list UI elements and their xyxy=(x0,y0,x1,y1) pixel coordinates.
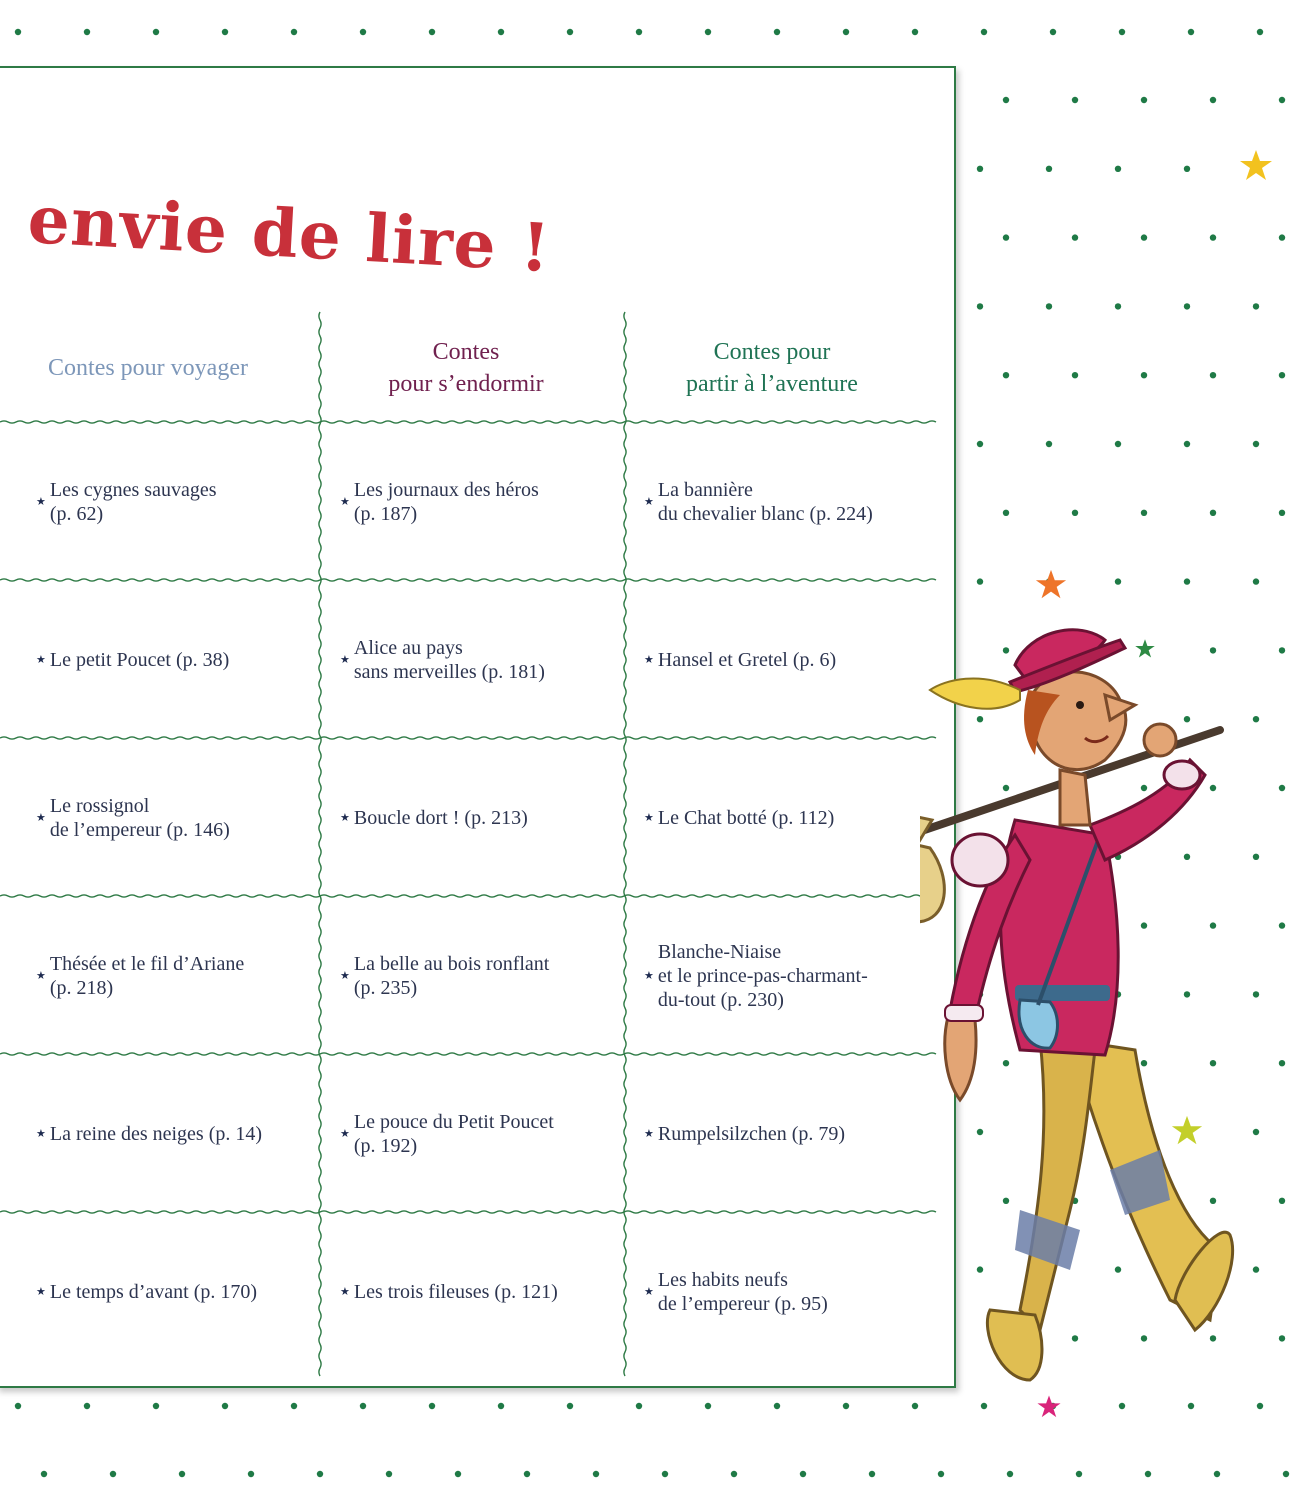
background-dot xyxy=(1188,1403,1194,1409)
background-dot xyxy=(1279,372,1285,378)
page-title: envie de lire ! xyxy=(25,180,553,288)
background-dot xyxy=(912,29,918,35)
background-dot xyxy=(1253,716,1259,722)
background-dot xyxy=(1210,372,1216,378)
pink-star-icon xyxy=(1036,1394,1062,1420)
background-dot xyxy=(1115,166,1121,172)
background-dot xyxy=(1279,785,1285,791)
background-dot xyxy=(1003,510,1009,516)
background-dot xyxy=(317,1471,323,1477)
background-dot xyxy=(774,1403,780,1409)
column-header-endormir: Contes pour s’endormir xyxy=(388,339,544,397)
background-dot xyxy=(84,29,90,35)
background-dot xyxy=(1253,1129,1259,1135)
background-dot xyxy=(84,1403,90,1409)
background-dot xyxy=(1072,234,1078,240)
background-dot xyxy=(291,29,297,35)
background-dot xyxy=(1046,441,1052,447)
background-dot xyxy=(981,1403,987,1409)
background-dot xyxy=(1141,372,1147,378)
column-header-voyager: Contes pour voyager xyxy=(48,355,248,381)
background-dot xyxy=(429,1403,435,1409)
background-dot xyxy=(1072,510,1078,516)
bullet-star-icon: ★ xyxy=(36,970,46,982)
background-dot xyxy=(977,441,983,447)
background-dot xyxy=(1279,97,1285,103)
table-cell: ★ Le Chat botté (p. 112) xyxy=(644,807,835,829)
column-header-aventure: Contes pour partir à l’aventure xyxy=(686,339,858,397)
background-dot xyxy=(1279,510,1285,516)
background-dot xyxy=(179,1471,185,1477)
background-dot xyxy=(1184,303,1190,309)
background-dot xyxy=(15,29,21,35)
background-dot xyxy=(1253,991,1259,997)
background-dot xyxy=(1257,1403,1263,1409)
bullet-star-icon: ★ xyxy=(644,496,654,508)
background-dot xyxy=(1046,166,1052,172)
background-dot xyxy=(1046,303,1052,309)
background-dot xyxy=(1210,97,1216,103)
table-cell: ★ Hansel et Gretel (p. 6) xyxy=(644,649,837,671)
table-cell: ★ La bannière du chevalier blanc (p. 224) xyxy=(644,479,873,525)
background-dot xyxy=(1279,922,1285,928)
table-cell: ★ Les cygnes sauvages (p. 62) xyxy=(36,479,217,525)
background-dot xyxy=(774,29,780,35)
background-dot xyxy=(1283,1471,1289,1477)
background-dot xyxy=(1184,578,1190,584)
background-dot xyxy=(498,1403,504,1409)
bullet-star-icon: ★ xyxy=(340,1128,350,1140)
bullet-star-icon: ★ xyxy=(36,1128,46,1140)
background-dot xyxy=(455,1471,461,1477)
table-cell: ★ Blanche-Niaise et le prince-pas-charmant- du-tout (p. 230) xyxy=(644,941,868,1011)
background-dot xyxy=(524,1471,530,1477)
background-dot xyxy=(869,1471,875,1477)
background-dot xyxy=(731,1471,737,1477)
yellow-star-icon xyxy=(1238,148,1274,184)
background-dot xyxy=(705,29,711,35)
orange-star-icon xyxy=(1034,568,1068,602)
background-dot xyxy=(1119,1403,1125,1409)
background-dot xyxy=(912,1403,918,1409)
background-dot xyxy=(1003,97,1009,103)
bullet-star-icon: ★ xyxy=(340,1286,350,1298)
bullet-star-icon: ★ xyxy=(340,496,350,508)
background-dot xyxy=(1214,1471,1220,1477)
background-dot xyxy=(1115,441,1121,447)
bullet-star-icon: ★ xyxy=(36,654,46,666)
background-dot xyxy=(386,1471,392,1477)
background-dot xyxy=(1072,97,1078,103)
background-dot xyxy=(1141,234,1147,240)
background-dot xyxy=(1003,372,1009,378)
background-dot xyxy=(153,29,159,35)
background-dot xyxy=(636,29,642,35)
table-cell: ★ Thésée et le fil d’Ariane (p. 218) xyxy=(36,953,245,999)
background-dot xyxy=(977,166,983,172)
background-dot xyxy=(1253,578,1259,584)
background-dot xyxy=(1119,29,1125,35)
bullet-star-icon: ★ xyxy=(340,654,350,666)
background-dot xyxy=(429,29,435,35)
background-dot xyxy=(1076,1471,1082,1477)
background-dot xyxy=(1257,29,1263,35)
background-dot xyxy=(222,1403,228,1409)
background-dot xyxy=(977,303,983,309)
background-dot xyxy=(1072,372,1078,378)
background-dot xyxy=(1210,510,1216,516)
background-dot xyxy=(1253,303,1259,309)
background-dot xyxy=(248,1471,254,1477)
bullet-star-icon: ★ xyxy=(340,970,350,982)
table-cell: ★ Le rossignol de l’empereur (p. 146) xyxy=(36,795,230,841)
table-cell: ★ Alice au pays sans merveilles (p. 181) xyxy=(340,637,545,683)
table-cell: ★ Les trois fileuses (p. 121) xyxy=(340,1281,558,1303)
table-cell: ★ Les habits neufs de l’empereur (p. 95) xyxy=(644,1269,828,1315)
background-dot xyxy=(1145,1471,1151,1477)
background-dot xyxy=(360,29,366,35)
background-dot xyxy=(843,1403,849,1409)
background-dot xyxy=(705,1403,711,1409)
background-dot xyxy=(1253,441,1259,447)
background-dot xyxy=(222,29,228,35)
background-dot xyxy=(15,1403,21,1409)
background-dot xyxy=(977,578,983,584)
background-dot xyxy=(1184,166,1190,172)
background-dot xyxy=(41,1471,47,1477)
table-cell: ★ Boucle dort ! (p. 213) xyxy=(340,807,528,829)
background-dot xyxy=(1007,1471,1013,1477)
bullet-star-icon: ★ xyxy=(644,1286,654,1298)
table-cell: ★ Rumpelsilzchen (p. 79) xyxy=(644,1123,846,1145)
background-dot xyxy=(1279,647,1285,653)
bullet-star-icon: ★ xyxy=(644,1128,654,1140)
table-cell: ★ Le petit Poucet (p. 38) xyxy=(36,649,230,671)
background-dot xyxy=(1184,441,1190,447)
table-cell: ★ Les journaux des héros (p. 187) xyxy=(340,479,539,525)
background-dot xyxy=(662,1471,668,1477)
background-dot xyxy=(1210,234,1216,240)
bullet-star-icon: ★ xyxy=(36,496,46,508)
background-dot xyxy=(1253,1266,1259,1272)
bullet-star-icon: ★ xyxy=(340,812,350,824)
background-dot xyxy=(1115,303,1121,309)
bullet-star-icon: ★ xyxy=(644,812,654,824)
table-cell: ★ La reine des neiges (p. 14) xyxy=(36,1123,263,1145)
background-dot xyxy=(981,29,987,35)
bullet-star-icon: ★ xyxy=(36,812,46,824)
background-dot xyxy=(291,1403,297,1409)
background-dot xyxy=(1141,510,1147,516)
background-dot xyxy=(1050,29,1056,35)
bullet-star-icon: ★ xyxy=(644,970,654,982)
bullet-star-icon: ★ xyxy=(644,654,654,666)
bullet-star-icon: ★ xyxy=(36,1286,46,1298)
background-dot xyxy=(1279,1198,1285,1204)
background-dot xyxy=(153,1403,159,1409)
table-cell: ★ Le pouce du Petit Poucet (p. 192) xyxy=(340,1111,554,1157)
background-dot xyxy=(1003,234,1009,240)
background-dot xyxy=(636,1403,642,1409)
background-dot xyxy=(843,29,849,35)
background-dot xyxy=(1115,578,1121,584)
background-dot xyxy=(110,1471,116,1477)
table-cell: ★ La belle au bois ronflant (p. 235) xyxy=(340,953,550,999)
background-dot xyxy=(1253,854,1259,860)
background-dot xyxy=(498,29,504,35)
background-dot xyxy=(800,1471,806,1477)
background-dot xyxy=(1141,97,1147,103)
background-dot xyxy=(593,1471,599,1477)
background-dot xyxy=(360,1403,366,1409)
background-dot xyxy=(567,29,573,35)
background-dot xyxy=(567,1403,573,1409)
background-dot xyxy=(1279,234,1285,240)
background-dot xyxy=(1279,1335,1285,1341)
background-dot xyxy=(1188,29,1194,35)
background-dot xyxy=(938,1471,944,1477)
table-cell: ★ Le temps d’avant (p. 170) xyxy=(36,1281,258,1303)
traveler-with-bindle-illustration xyxy=(920,610,1240,1390)
background-dot xyxy=(1279,1060,1285,1066)
